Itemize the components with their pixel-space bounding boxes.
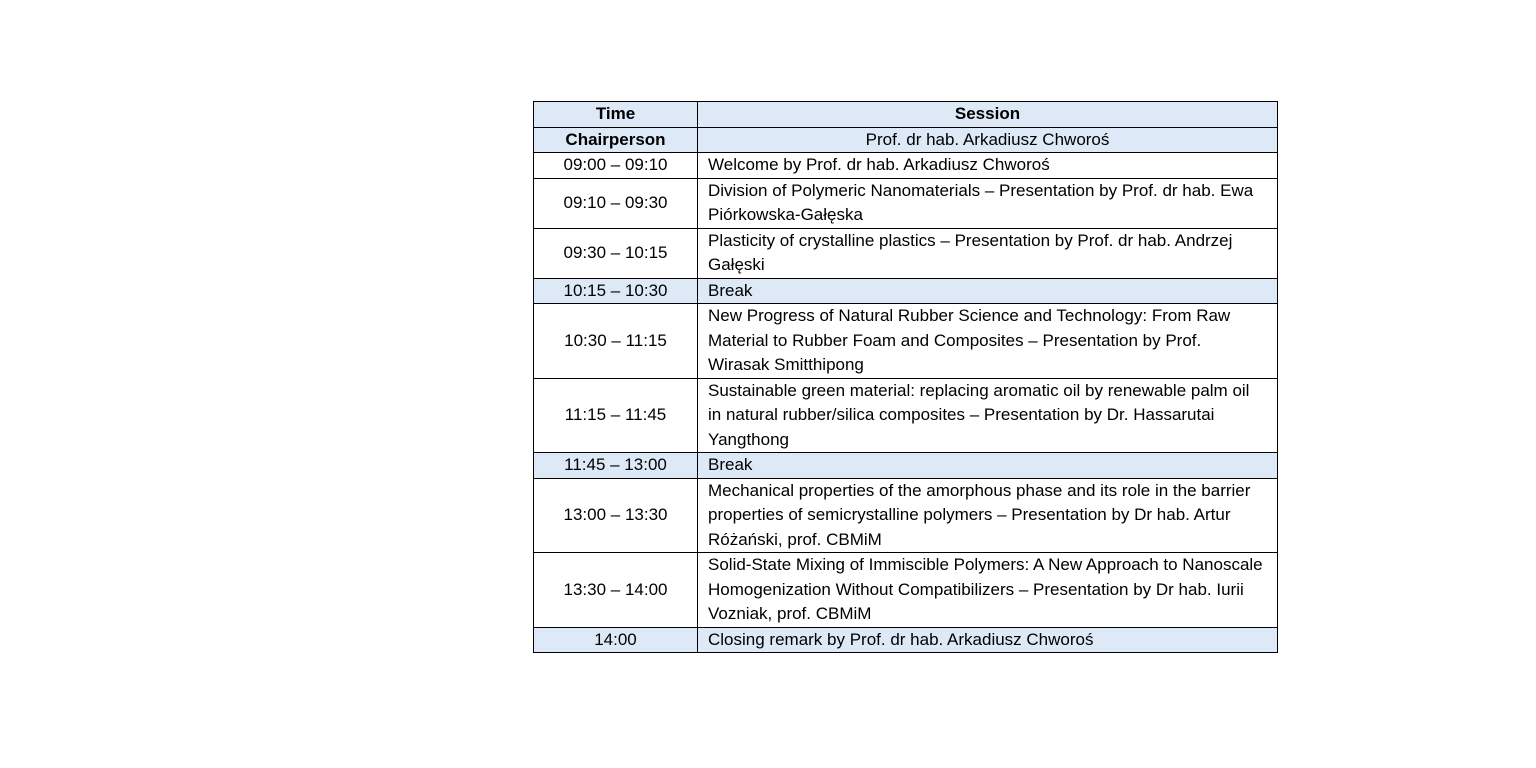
table-row	[534, 304, 1278, 379]
table-row	[534, 553, 1278, 628]
table-row	[534, 627, 1278, 653]
session-cell: Mechanical properties of the amorphous phase and its role in the barrier properties of semicrystalline polymers – Presentation by Dr hab. Artur Różański, prof. CBMiM	[698, 478, 1278, 553]
session-cell: Closing remark by Prof. dr hab. Arkadiusz Chworoś	[698, 627, 1278, 653]
time-cell: 10:15 – 10:30	[534, 278, 698, 304]
time-cell: 11:15 – 11:45	[534, 378, 698, 453]
chairperson-row	[534, 127, 1278, 153]
table-row	[534, 228, 1278, 278]
header-row	[534, 102, 1278, 128]
session-cell: Solid-State Mixing of Immiscible Polymers: A New Approach to Nanoscale Homogenization Without Compatibilizers – Presentation by Dr hab. Iurii Vozniak, prof. CBMiM	[698, 553, 1278, 628]
session-cell: Break	[698, 278, 1278, 304]
time-cell: 11:45 – 13:00	[534, 453, 698, 479]
table-row	[534, 453, 1278, 479]
session-cell: Division of Polymeric Nanomaterials – Presentation by Prof. dr hab. Ewa Piórkowska-Gałęska	[698, 178, 1278, 228]
session-cell: Sustainable green material: replacing aromatic oil by renewable palm oil in natural rubber/silica composites – Presentation by Dr. Hassarutai Yangthong	[698, 378, 1278, 453]
time-cell: 09:30 – 10:15	[534, 228, 698, 278]
time-cell: 13:30 – 14:00	[534, 553, 698, 628]
session-cell: Plasticity of crystalline plastics – Presentation by Prof. dr hab. Andrzej Gałęski	[698, 228, 1278, 278]
session-column-header: Session	[698, 102, 1278, 128]
table-row	[534, 153, 1278, 179]
time-column-header: Time	[534, 102, 698, 128]
time-cell: 09:00 – 09:10	[534, 153, 698, 179]
chairperson-label: Chairperson	[534, 127, 698, 153]
table-row	[534, 178, 1278, 228]
time-cell: 14:00	[534, 627, 698, 653]
session-cell: New Progress of Natural Rubber Science and Technology: From Raw Material to Rubber Foam and Composites – Presentation by Prof. Wirasak Smitthipong	[698, 304, 1278, 379]
session-cell: Break	[698, 453, 1278, 479]
time-cell: 13:00 – 13:30	[534, 478, 698, 553]
time-cell: 10:30 – 11:15	[534, 304, 698, 379]
table-row	[534, 278, 1278, 304]
table-row	[534, 378, 1278, 453]
time-cell: 09:10 – 09:30	[534, 178, 698, 228]
chairperson-name: Prof. dr hab. Arkadiusz Chworoś	[698, 127, 1278, 153]
table-row	[534, 478, 1278, 553]
session-cell: Welcome by Prof. dr hab. Arkadiusz Chworoś	[698, 153, 1278, 179]
schedule-table	[533, 101, 1278, 653]
